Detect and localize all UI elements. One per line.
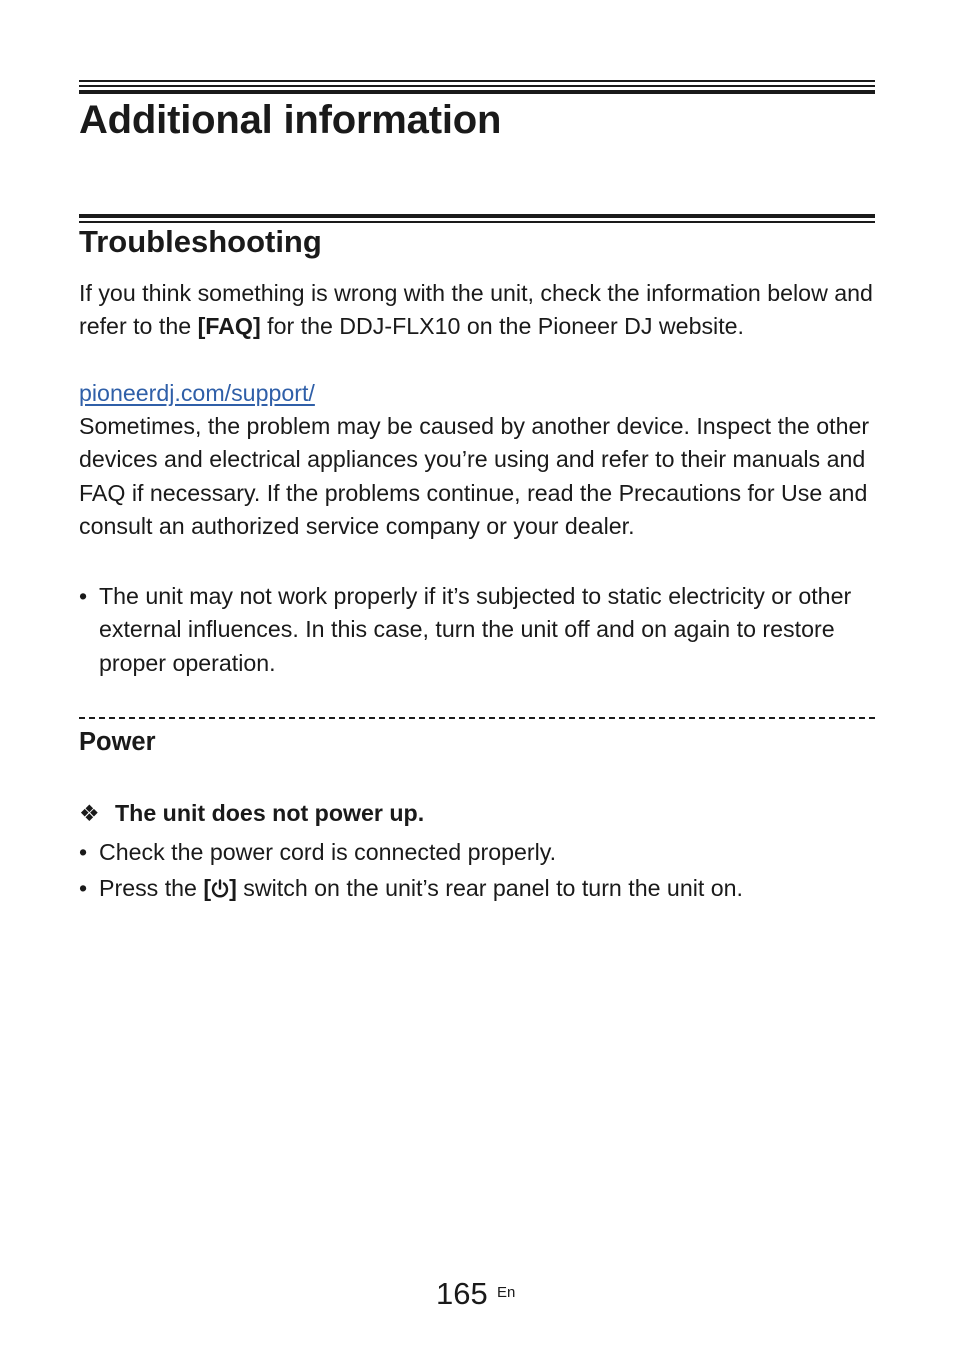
bracket-close: ] bbox=[229, 875, 237, 901]
bracket-open: [ bbox=[203, 875, 212, 901]
bullet-marker: • bbox=[79, 875, 88, 901]
bullet-marker: • bbox=[79, 839, 88, 865]
device-paragraph: Sometimes, the problem may be caused by another device. Inspect the other devices and electrical appliances you’re using and refer to their manuals and FAQ if necessary. If the problems continue, read the Precautions for Use and consult an authorized service company or your dealer. bbox=[79, 413, 870, 539]
list-item bbox=[79, 580, 879, 680]
section-rule bbox=[79, 214, 875, 223]
support-link[interactable]: pioneerdj.com/support/ bbox=[79, 380, 315, 406]
intro-text-end: for the DDJ-FLX10 on the Pioneer DJ website. bbox=[260, 313, 744, 340]
section-title: Troubleshooting bbox=[79, 224, 322, 259]
bullet-marker: • bbox=[79, 583, 88, 609]
problem-text: The unit does not power up. bbox=[115, 800, 425, 826]
power-icon bbox=[211, 875, 229, 908]
bullet-text-end: switch on the unit’s rear panel to turn the unit on. bbox=[236, 875, 743, 901]
faq-label: [FAQ] bbox=[197, 313, 261, 340]
title-rule bbox=[79, 80, 875, 94]
intro-text-start: If you think something is wrong with the unit, check the information below and refer to the bbox=[79, 280, 873, 340]
bullet-text bbox=[99, 872, 879, 908]
intro-paragraph bbox=[79, 277, 879, 344]
diamond-icon: ❖ bbox=[79, 800, 100, 826]
bullet-text-start: Press the bbox=[99, 875, 204, 901]
list-item bbox=[79, 872, 879, 908]
list-item bbox=[79, 836, 879, 869]
page-number: 165 bbox=[436, 1276, 488, 1311]
problem-heading bbox=[79, 798, 424, 828]
bullet-text: Check the power cord is connected properly. bbox=[99, 839, 557, 865]
dashed-divider bbox=[79, 717, 875, 719]
page-title: Additional information bbox=[79, 98, 502, 142]
language-label: En bbox=[497, 1284, 516, 1301]
bullet-text: The unit may not work properly if it’s subjected to static electricity or other external influences. In this case, turn the unit off and on again to restore proper operation. bbox=[99, 583, 852, 676]
subsection-title: Power bbox=[79, 728, 156, 756]
